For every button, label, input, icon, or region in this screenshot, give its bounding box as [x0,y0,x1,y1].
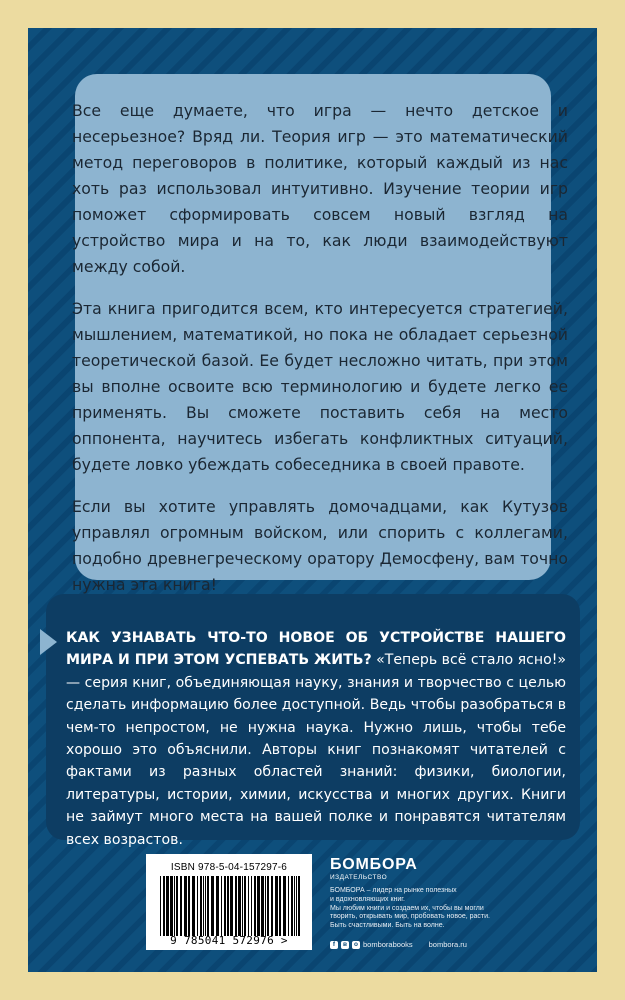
publisher-line-4: творить, открывать мир, пробовать новое, расти. [330,913,490,921]
barcode-bars [158,876,302,936]
publisher-subtitle: ИЗДАТЕЛЬСТВО [330,874,388,881]
series-text [66,627,566,851]
vk-icon: в [343,940,347,948]
series-body: «Теперь всё стало ясно!» — серия книг, объединяющая науку, знания и творчество с целью сделать информацию более доступной. Ведь чтобы разобраться в чем-то непростом, не нужна наука. Нужно лишь, чтобы тебе хорошо это объяснили. Авторы книг познакомят читателей с фактами из разных областей знаний: физики, биологии, литературы, истории, химии, искусства и многих других. Книги не займут много места на вашей полке и понравятся читателям всех возрастов. [66,652,566,848]
isbn-number: ISBN 978-5-04-157297-6 [170,862,288,873]
facebook-icon: f [330,941,338,949]
publisher-line-5: Быть счастливыми. Быть на волне. [330,922,445,930]
description-paragraph-2: Эта книга пригодится всем, кто интересуется стратегией, мышлением, математикой, но пока не обладает серьезной теоретической базой. Ее будет несложно читать, при этом вы вполне освоите всю терминологию и будете легко ее применять. Вы сможете поставить себя на место оппонента, научитесь избегать конфликтных ситуаций, будете ловко убеждать собеседника в своей правоте. [72,299,568,474]
description-paragraph-3: Если вы хотите управлять домочадцами, как Кутузов управлял огромным войском, или спорить с коллегами, подобно древнегреческому оратору Демосфену, вам точно нужна эта книга! [72,497,568,594]
publisher-slogan [330,887,570,931]
series-arrow-marker [40,629,57,655]
publisher-socials [330,940,467,949]
publisher-line-3: Мы любим книги и создаем их, чтобы вы могли [330,904,484,912]
publisher-logo [330,856,418,881]
barcode-digits: 9 785041 572976 > [170,934,288,947]
publisher-line-2: и вдохновляющих книг. [330,895,405,903]
odnoklassniki-icon: о [352,941,360,949]
barcode [146,854,312,950]
description-text [72,98,568,614]
publisher-name: БОМБОРА [330,856,418,873]
series-heading: КАК УЗНАВАТЬ ЧТО-ТО НОВОЕ ОБ УСТРОЙСТВЕ НАШЕГО МИРА И ПРИ ЭТОМ УСПЕВАТЬ ЖИТЬ? [66,630,566,669]
social-handle: bomborabooks [363,940,413,949]
publisher-line-1: БОМБОРА – лидер на рынке полезных [330,887,457,894]
description-paragraph-1: Все еще думаете, что игра — нечто детское и несерьезное? Вряд ли. Теория игр — это математический метод переговоров в политике, который каждый из нас хоть раз использовал интуитивно. Изучение теории игр поможет сформировать совсем новый взгляд на устройство мира и на то, как люди взаимодействуют между собой. [72,101,568,276]
publisher-website: bombora.ru [428,940,467,949]
